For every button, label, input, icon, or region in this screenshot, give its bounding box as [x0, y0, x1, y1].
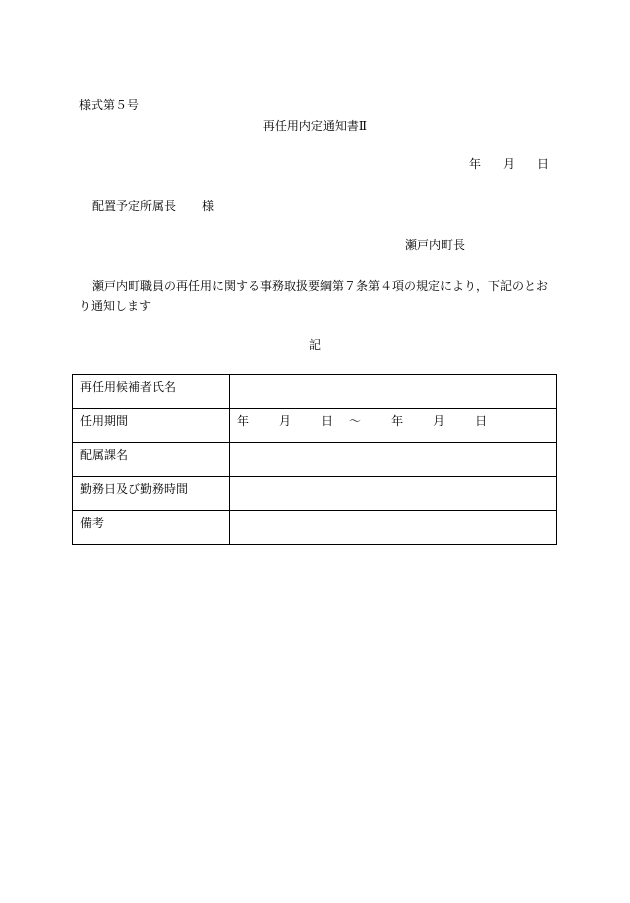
term-start-day: 日 [321, 414, 334, 428]
table-row [73, 375, 557, 409]
recipient-honorific: 様 [202, 199, 215, 213]
term-start-year: 年 [237, 414, 250, 428]
date-year: 年 [468, 157, 481, 171]
row-label-department: 配属課名 [73, 443, 230, 477]
department-field[interactable] [230, 443, 557, 477]
remarks-field[interactable] [230, 511, 557, 545]
term-field[interactable] [230, 409, 557, 443]
date-month: 月 [502, 157, 515, 171]
table-row [73, 443, 557, 477]
term-end-day: 日 [475, 414, 488, 428]
recipient-name: 配置予定所属長 [92, 199, 177, 213]
row-label-term: 任用期間 [73, 409, 230, 443]
sender-name: 瀬戸内町長 [404, 238, 465, 252]
term-start-month: 月 [279, 414, 292, 428]
date-line [469, 156, 549, 172]
term-end-year: 年 [391, 414, 404, 428]
body-paragraph: 瀬戸内町職員の再任用に関する事務取扱要綱第７条第４項の規定により，下記のとおり通知します [79, 279, 549, 313]
candidate-name-field[interactable] [230, 375, 557, 409]
term-tilde: ～ [349, 414, 362, 428]
date-day: 日 [536, 157, 549, 171]
table-row [73, 477, 557, 511]
form-number: 様式第５号 [79, 98, 140, 112]
table-row [73, 511, 557, 545]
detail-table [72, 374, 557, 545]
work-schedule-field[interactable] [230, 477, 557, 511]
row-label-candidate-name: 再任用候補者氏名 [73, 375, 230, 409]
recipient-line [92, 198, 214, 214]
row-label-work-schedule: 勤務日及び勤務時間 [73, 477, 230, 511]
table-row [73, 409, 557, 443]
ki-heading: 記 [308, 338, 321, 352]
row-label-remarks: 備考 [73, 511, 230, 545]
term-end-month: 月 [433, 414, 446, 428]
document-title: 再任用内定通知書Ⅱ [262, 119, 368, 133]
